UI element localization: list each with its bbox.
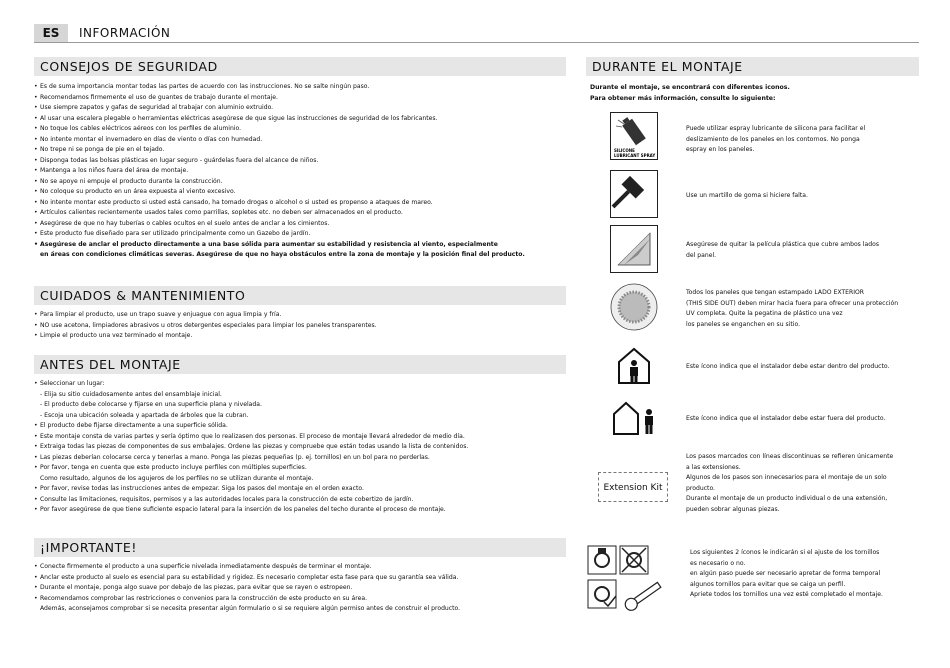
list-item: • No toque los cables eléctricos aéreos con los perfiles de aluminio.	[34, 124, 525, 135]
list-item: • Extraiga todas las piezas de componentes de sus embalajes. Ordene las piezas y compruebe que están todas usando la lista de contenidos.	[34, 442, 468, 453]
peel-film-icon	[610, 225, 658, 273]
description-line: Los siguientes 2 íconos le indicarán si el ajuste de los tornillos	[690, 549, 880, 556]
description-line: Puede utilizar espray lubricante de silicona para facilitar el	[686, 125, 866, 132]
description-line: a las extensiones.	[686, 463, 741, 471]
safety-list	[34, 82, 525, 261]
list-item: • Conecte firmemente el producto a una superficie nivelada inmediatamente después de terminar el montaje.	[34, 562, 460, 573]
list-item: • Este producto fue diseñado para ser utilizado principalmente como un Gazebo de jardín.	[34, 229, 525, 240]
before-heading: ANTES DEL MONTAJE	[34, 355, 566, 374]
during-intro	[590, 83, 790, 104]
list-item: • Es de suma importancia montar todas las partes de acuerdo con las instrucciones. No se salte ningún paso.	[34, 82, 525, 93]
list-item: • Asegúrese de que no hay tuberías o cables ocultos en el suelo antes de anclar a los cimientos.	[34, 219, 525, 230]
bold-warning-line: • Asegúrese de anclar el producto directamente a una base sólida para aumentar su estabilidad y resistencia al viento, especialmente	[34, 240, 525, 251]
list-item: • No trepe ni se ponga de pie en el tejado.	[34, 145, 525, 156]
list-item: • Las piezas deberían colocarse cerca y tenerlas a mano. Ponga las piezas pequeñas (p. ej. tornillos) en un bol para no perderlas.	[34, 453, 468, 464]
description-line: Los pasos marcados con líneas discontinuas se refieren únicamente	[686, 453, 894, 460]
description-line: pueden sobrar algunas piezas.	[686, 505, 780, 513]
intro-line: Para obtener más información, consulte lo siguiente:	[590, 94, 776, 102]
installer-outside-icon	[612, 400, 658, 436]
description-line: algunos tornillos para evitar que se caiga un perfil.	[690, 580, 846, 588]
before-list	[34, 379, 468, 516]
silicone-spray-icon	[610, 112, 658, 160]
list-item: • Durante el montaje, ponga algo suave por debajo de las piezas, para evitar que se rayen o estropeen.	[34, 583, 460, 594]
important-list	[34, 562, 460, 615]
description-line: Durante el montaje de un producto individual o de una extensión,	[686, 495, 888, 502]
list-item: • No se apoye ni empuje el producto durante la construcción.	[34, 177, 525, 188]
list-item: Además, aconsejamos comprobar si se necesita presentar algún formulario o si se requiere algún permiso antes de construir el producto.	[40, 605, 461, 612]
care-heading: CUIDADOS & MANTENIMIENTO	[34, 286, 566, 305]
description-line: Use un martillo de goma si hiciere falta.	[686, 192, 808, 199]
description-line: en algún paso puede ser necesario apretar de forma temporal	[690, 570, 881, 577]
header-bar	[34, 24, 919, 43]
extension-description	[686, 452, 893, 515]
description-line: espray en los paneles.	[686, 146, 755, 153]
screw-tightening-icon	[586, 544, 682, 614]
list-item: • Recomendamos firmemente el uso de guantes de trabajo durante el montaje.	[34, 93, 525, 104]
list-item: • Este montaje consta de varias partes y sería óptimo que lo realizasen dos personas. El proceso de montaje llevará alrededor de medio día.	[34, 432, 468, 443]
inside-description	[686, 362, 889, 373]
installer-inside-icon	[614, 346, 654, 386]
list-item: • Por favor, tenga en cuenta que este producto incluye perfiles con múltiples superficies.	[34, 463, 468, 474]
rubber-mallet-icon	[610, 170, 658, 218]
extension-kit-label: Extension Kit	[598, 472, 668, 502]
care-list	[34, 310, 377, 342]
list-item: • Limpie el producto una vez terminado el montaje.	[34, 331, 377, 342]
list-item: • No intente montar el invernadero en días de viento o días con humedad.	[34, 135, 525, 146]
mallet-description	[686, 191, 808, 202]
uv-sun-icon	[610, 283, 658, 331]
list-item: - Elija su sitio cuidadosamente antes del ensamblaje inicial.	[40, 390, 222, 398]
list-item: • Por favor, revise todas las instrucciones antes de empezar. Siga los pasos del montaje en el orden exacto.	[34, 484, 468, 495]
list-item: Como resultado, algunos de los agujeros de los perfiles no se utilizan durante el montaje.	[40, 474, 314, 482]
description-line: Algunos de los pasos son innecesarios para el montaje de un solo	[686, 474, 887, 481]
outside-description	[686, 414, 886, 425]
important-heading: ¡IMPORTANTE!	[34, 538, 566, 557]
bold-warning-line: en áreas con condiciones climáticas severas. Asegúrese de que no haya obstáculos entre la zona de montaje y la posición final del producto.	[40, 251, 525, 258]
safety-heading: CONSEJOS DE SEGURIDAD	[34, 57, 566, 76]
language-badge: ES	[34, 24, 68, 42]
list-item: • Seleccionar un lugar:	[34, 379, 468, 390]
list-item: • Consulte las limitaciones, requisitos, permisos y a las autoridades locales para la construcción de este cobertizo de jardín.	[34, 495, 468, 506]
description-line: Este ícono indica que el instalador debe estar fuera del producto.	[686, 415, 886, 422]
spray-label: SILICONE	[614, 148, 635, 153]
description-line: producto.	[686, 484, 715, 492]
screw-description	[690, 548, 883, 601]
list-item: - Escoja una ubicación soleada y apartada de árboles que la cubran.	[40, 411, 249, 419]
spray-label: LUBRICANT SPRAY	[614, 153, 656, 158]
description-line: Todos los paneles que tengan estampado LADO EXTERIOR	[686, 289, 865, 296]
list-item: • No coloque su producto en un área expuesta al viento excesivo.	[34, 187, 525, 198]
description-line: los paneles se enganchen en su sitio.	[686, 320, 801, 328]
list-item: • El producto debe fijarse directamente a una superficie sólida.	[34, 421, 468, 432]
list-item: • No intente montar este producto si usted está cansado, ha tomado drogas o alcohol o si usted es propenso a ataques de mareo.	[34, 198, 525, 209]
description-line: (THIS SIDE OUT) deben mirar hacia fuera para ofrecer una protección	[686, 299, 899, 307]
description-line: Asegúrese de quitar la película plástica que cubre ambos lados	[686, 241, 879, 248]
list-item: • Por favor asegúrese de que tiene suficiente espacio lateral para la inserción de los paneles del techo durante el proceso de montaje.	[34, 505, 468, 516]
list-item: • Use siempre zapatos y gafas de seguridad al trabajar con aluminio extruido.	[34, 103, 525, 114]
uv-description	[686, 288, 898, 330]
list-item: • Mantenga a los niños fuera del área de montaje.	[34, 166, 525, 177]
list-item: • NO use acetona, limpiadores abrasivos u otros detergentes especiales para limpiar los paneles transparentes.	[34, 321, 377, 332]
film-description	[686, 240, 879, 261]
list-item: • Anclar este producto al suelo es esencial para su estabilidad y rigidez. Es necesario completar esta fase para que su garantía sea válida.	[34, 573, 460, 584]
list-item: - El producto debe colocarse y fijarse en una superficie plana y nivelada.	[40, 401, 262, 408]
description-line: deslizamiento de los paneles en los contornos. No ponga	[686, 135, 860, 143]
spray-description	[686, 124, 865, 156]
list-item: • Para limpiar el producto, use un trapo suave y enjuague con agua limpia y fría.	[34, 310, 377, 321]
description-line: UV completa. Quite la pegatina de plástico una vez	[686, 310, 843, 317]
list-item: • Recomendamos comprobar las restricciones o convenios para la construcción de este producto en su área.	[34, 594, 460, 605]
list-item: • Al usar una escalera plegable o herramientas eléctricas asegúrese de que sigue las instrucciones de seguridad de los fabricantes.	[34, 114, 525, 125]
intro-line: Durante el montaje, se encontrará con diferentes iconos.	[590, 84, 790, 91]
description-line: es necesario o no.	[690, 559, 746, 567]
list-item: • Artículos calientes recientemente usados tales como parrillas, sopletes etc. no deben ser almacenados en el producto.	[34, 208, 525, 219]
during-heading: DURANTE EL MONTAJE	[586, 57, 919, 76]
description-line: Apriete todos los tornillos una vez esté completado el montaje.	[690, 591, 883, 598]
list-item: • Disponga todas las bolsas plásticas en lugar seguro - guárdelas fuera del alcance de niños.	[34, 156, 525, 167]
page-title: INFORMACIÓN	[79, 26, 171, 40]
description-line: Este ícono indica que el instalador debe estar dentro del producto.	[686, 363, 890, 370]
description-line: del panel.	[686, 251, 717, 259]
